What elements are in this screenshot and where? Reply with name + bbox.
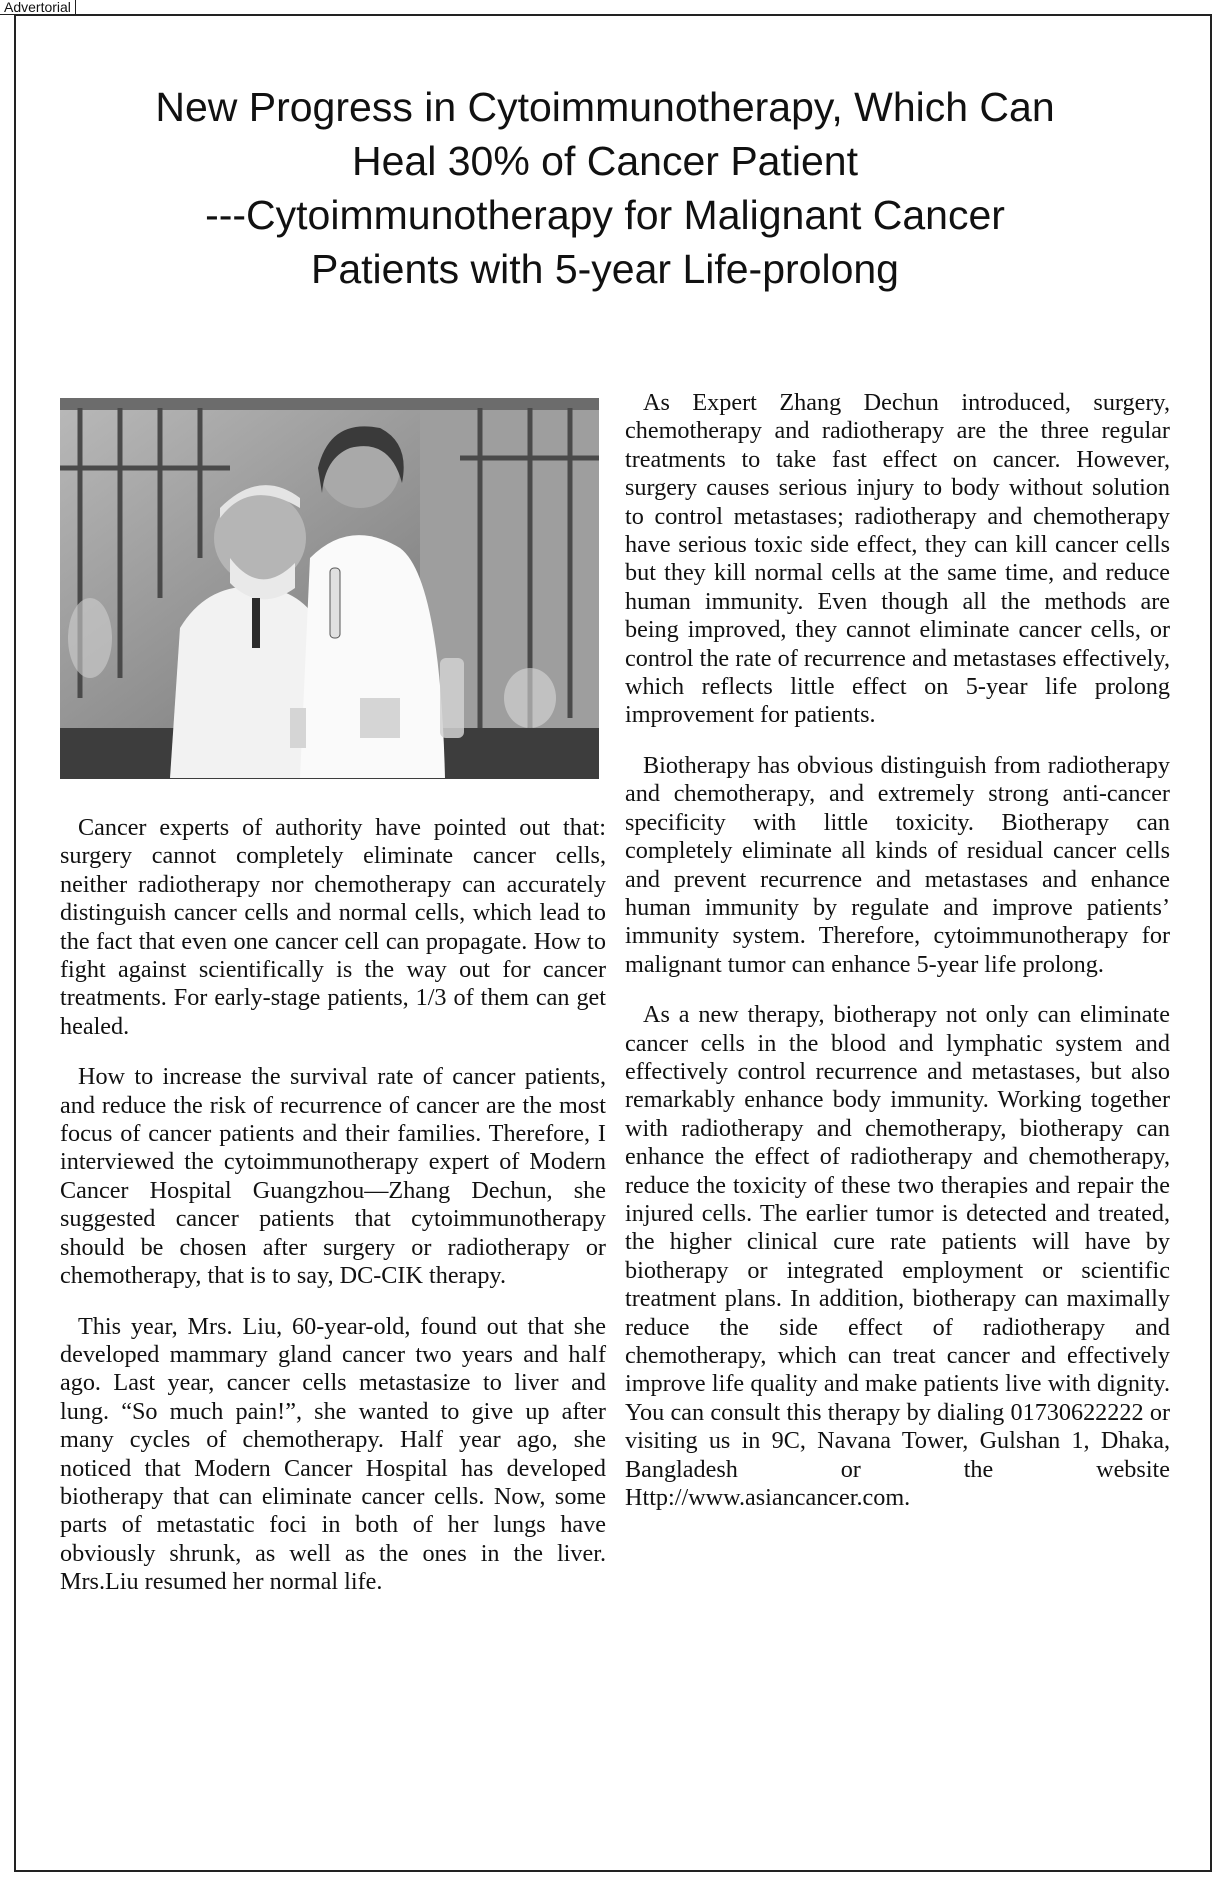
paragraph-new-therapy: As a new therapy, biotherapy not only can eliminate cancer cells in the blood and lymphatic system and effectively control recurrence and metastases, but also remarkably enhance body immunity. Working together with radiotherapy and chemotherapy, biotherapy can enhance the effect of radiotherapy and chemotherapy, reduce the toxicity of these two therapies and repair the injured cells. The earlier tumor is detected and treated, the higher clinical cure rate patients will have by biotherapy or integrated employment or scientific treatment plans. In addition, biotherapy can maximally reduce the side effect of radiotherapy and chemotherapy, which can treat cancer and effectively improve life quality and make patients live with dignity. You can consult this therapy by dialing 01730622222 or visiting us in 9C, Navana Tower, Gulshan 1, Dhaka, Bangladesh or the website Http://www.asiancancer.com. <box>625 1001 1170 1512</box>
paragraph-biotherapy-distinguish: Biotherapy has obvious distinguish from radiotherapy and chemotherapy, and extremely strong anti-cancer specificity with little toxicity. Biotherapy can completely eliminate all kinds of residual cancer cells and prevent recurrence and metastases and enhance human immunity by regulate and improve patients’ immunity system. Therefore, cytoimmunotherapy for malignant tumor can enhance 5-year life prolong. <box>625 751 1170 978</box>
paragraph-regular-treatments: As Expert Zhang Dechun introduced, surgery, chemotherapy and radiotherapy are the three regular treatments to take fast effect on cancer. However, surgery causes serious injury to body without solution to control metastases; radiotherapy and chemotherapy have serious toxic side effect, they can kill cancer cells but they kill normal cells at the same time, and reduce human immunity. Even though all the methods are being improved, they cannot eliminate cancer cells, or control the rate of recurrence and metastases effectively, which reflects little effect on 5-year life prolong improvement for patients. <box>625 389 1170 729</box>
headline-line-2: Heal 30% of Cancer Patient <box>352 138 858 184</box>
paragraph-survival-rate: How to increase the survival rate of cancer patients, and reduce the risk of recurrence of cancer are the most focus of cancer patients and their families. Therefore, I interviewed the cytoimmunotherapy expert of Modern Cancer Hospital Guangzhou—Zhang Dechun, she suggested cancer patients that cytoimmunotherapy should be chosen after surgery or radiotherapy or chemotherapy, that is to say, DC-CIK therapy. <box>60 1063 606 1290</box>
headline-line-3: ---Cytoimmunotherapy for Malignant Cancer <box>205 192 1005 238</box>
advertorial-label: Advertorial <box>0 0 76 15</box>
laboratory-illustration <box>60 398 599 779</box>
right-column <box>625 389 1170 1534</box>
laboratory-photo <box>60 398 599 779</box>
headline-line-1: New Progress in Cytoimmunotherapy, Which Can <box>155 84 1055 130</box>
headline-line-4: Patients with 5-year Life-prolong <box>311 246 899 292</box>
paragraph-expert-authority: Cancer experts of authority have pointed out that: surgery cannot completely eliminate cancer cells, neither radiotherapy nor chemotherapy can accurately distinguish cancer cells and normal cells, which lead to the fact that even one cancer cell can propagate. How to fight against scientifically is the way out for cancer treatments. For early-stage patients, 1/3 of them can get healed. <box>60 814 606 1040</box>
paragraph-mrs-liu: This year, Mrs. Liu, 60-year-old, found out that she developed mammary gland cancer two years and half ago. Last year, cancer cells metastasize to liver and lung. “So much pain!”, she wanted to give up after many cycles of chemotherapy. Half year ago, she noticed that Modern Cancer Hospital has developed biotherapy that can eliminate cancer cells. Now, some parts of metastatic foci in both of her lungs have obviously shrunk, as well as the ones in the liver. Mrs.Liu resumed her normal life. <box>60 1312 606 1596</box>
headline <box>40 80 1170 296</box>
left-column <box>60 814 606 1619</box>
